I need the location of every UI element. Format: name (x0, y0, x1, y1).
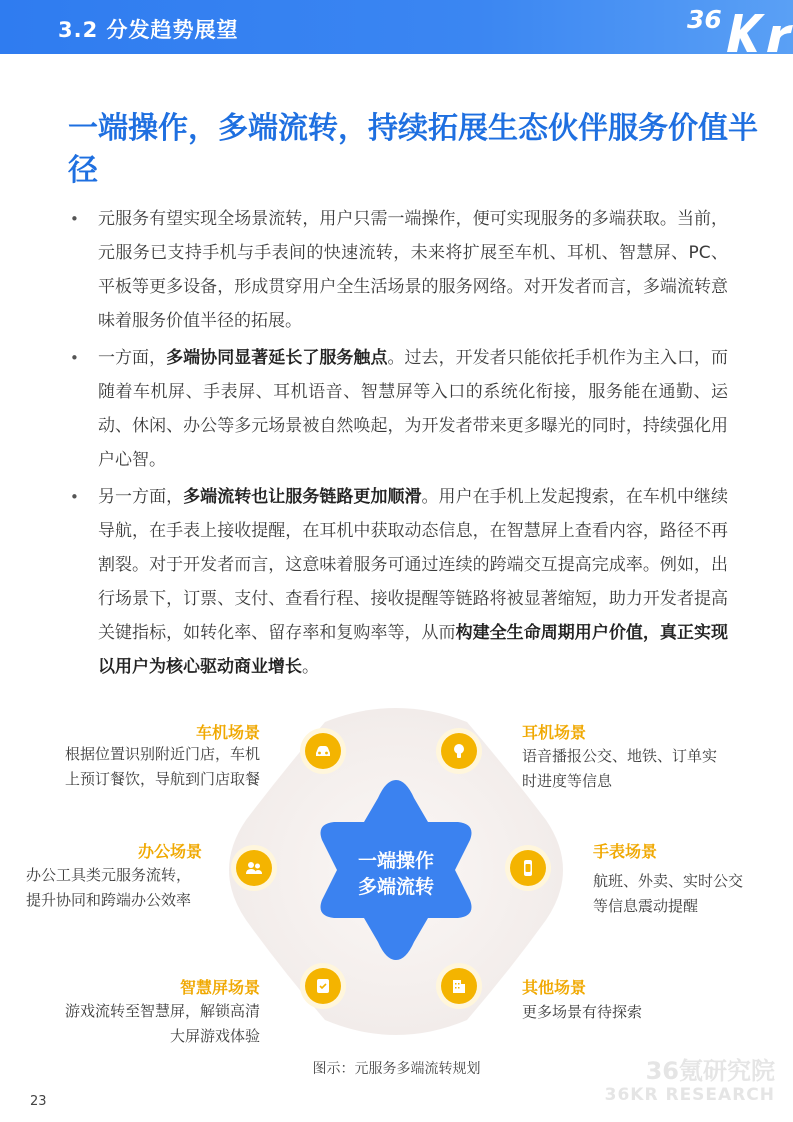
page-number: 23 (30, 1094, 47, 1109)
scene-title-office: 办公场景 (137, 842, 202, 861)
scene-title-car: 车机场景 (195, 723, 260, 742)
multi-device-diagram (0, 700, 793, 1060)
scene-desc-screen (65, 999, 260, 1049)
bold-text-segment: 构建全生命周期用户价值，真正实现以用户为核心驱动商业增长 (98, 623, 729, 677)
bullet-item (68, 480, 728, 684)
logo-36kr-icon (683, 0, 793, 54)
center-label-line1: 一端操作 (357, 850, 434, 872)
text-segment: 。 (302, 657, 319, 677)
users-icon (236, 850, 272, 886)
scene-desc-line: 更多场景有待探索 (522, 1003, 643, 1021)
bullet-item (68, 202, 728, 338)
watermark (605, 1057, 775, 1105)
figure-caption: 图示：元服务多端流转规划 (312, 1061, 481, 1077)
scene-desc-line: 航班、外卖、实时公交 (593, 872, 744, 890)
scene-desc-other (522, 1000, 642, 1025)
scene-desc-line: 提升协同和跨端办公效率 (26, 891, 192, 909)
watermark-cn: 36氪研究院 (645, 1057, 775, 1085)
text-segment: 元服务有望实现全场景流转，用户只需一端操作，便可实现服务的多端获取。当前，元服务已支持手机与手表间的快速流转，未来将扩展至车机、耳机、智慧屏、PC、平板等更多设备，形成贯穿用户全生活场景的服务网络。对开发者而言，多端流转意味着服务价值半径的拓展。 (98, 209, 728, 331)
scene-desc-line: 等信息震动提醒 (593, 897, 699, 915)
bold-text-segment: 多端协同显著延长了服务触点 (166, 348, 388, 368)
text-segment: 。用户在手机上发起搜索，在车机中继续导航，在手表上接收提醒，在耳机中获取动态信息，在智慧屏上查看内容，路径不再割裂。对于开发者而言，这意味着服务可通过连续的跨端交互提高完成率。例如，出行场景下，订票、支付、查看行程、接收提醒等链路将被显著缩短，助力开发者提高关键指标，如转化率、留存率和复购率等，从而 (98, 487, 729, 643)
center-label-line2: 多端流转 (357, 876, 434, 898)
earphone-icon (441, 733, 477, 769)
scene-desc-line: 游戏流转至智慧屏，解锁高清 (64, 1002, 260, 1020)
bullet-paragraph (98, 341, 728, 477)
bullet-item (68, 341, 728, 477)
car-icon (305, 733, 341, 769)
section-title: 3.2 分发趋势展望 (58, 18, 239, 42)
bullet-dot-icon: • (70, 349, 79, 367)
svg-text:36: 36 (687, 5, 722, 34)
text-segment: 。过去，开发者只能依托手机作为主入口，而随着车机屏、手表屏、耳机语音、智慧屏等入口的系统化衔接，服务能在通勤、运动、休闲、办公等多元场景被自然唤起，为开发者带来更多曝光的同时，持续强化用户心智。 (98, 348, 729, 470)
scene-desc-earphone (522, 744, 717, 794)
scene-title-other: 其他场景 (522, 978, 587, 997)
page-title: 一端操作，多端流转，持续拓展生态伙伴服务价值半径 (68, 111, 758, 188)
bold-text-segment: 多端流转也让服务链路更加顺滑 (183, 487, 422, 507)
center-label (330, 848, 462, 900)
scene-desc-line: 上预订餐饮，导航到门店取餐 (64, 770, 260, 788)
bullet-dot-icon: • (70, 488, 79, 506)
brand-logo (683, 0, 793, 54)
text-segment: 一方面， (98, 348, 167, 368)
screen-icon (305, 968, 341, 1004)
bullet-paragraph (98, 202, 728, 338)
header-bar (0, 0, 793, 54)
scene-title-watch: 手表场景 (593, 842, 658, 861)
scene-desc-car (65, 742, 260, 792)
scene-desc-line: 大屏游戏体验 (169, 1027, 260, 1045)
watermark-en: 36KR RESEARCH (604, 1085, 775, 1105)
scene-desc-line: 办公工具类元服务流转， (26, 866, 192, 884)
scene-title-earphone: 耳机场景 (522, 723, 587, 742)
text-segment: 另一方面， (98, 487, 184, 507)
scene-title-screen: 智慧屏场景 (179, 978, 260, 997)
bullet-paragraph (98, 480, 728, 684)
building-icon (441, 968, 477, 1004)
watch-icon (510, 850, 546, 886)
scene-desc-office (26, 863, 191, 913)
scene-desc-line: 语音播报公交、地铁、订单实 (522, 747, 718, 765)
bullet-dot-icon: • (70, 210, 79, 228)
body-text (68, 202, 728, 684)
scene-desc-line: 根据位置识别附近门店，车机 (64, 745, 260, 763)
scene-desc-watch (593, 869, 743, 919)
scene-desc-line: 时进度等信息 (522, 772, 613, 790)
